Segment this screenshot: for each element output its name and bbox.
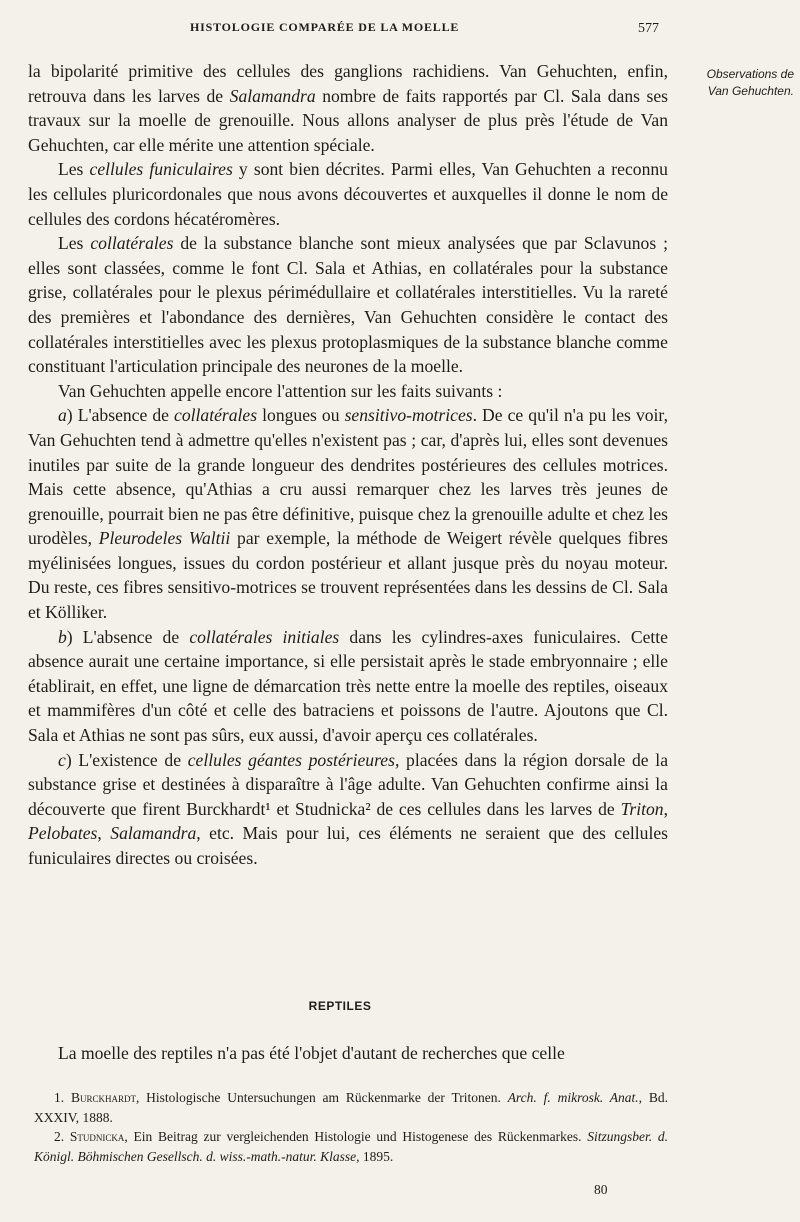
italic-text: collatérales (90, 233, 174, 254)
italic-text: b (58, 626, 67, 647)
italic-text: Triton (620, 798, 664, 819)
text-run: nombre de faits rapportés par Cl. Sala dans ses travaux sur la moelle de grenouille. Nous allons analyser de plus près l'étude de Van Gehuchten, car elle mérite une attention spéciale. (28, 85, 669, 155)
text-run: de la substance blanche sont mieux analysées que par Sclavunos ; elles sont classées, comme le font Cl. Sala et Athias, en collatérales pour la substance grise, collatérales pour le plexus périmédullaire et collatérales interstitielles. Vu la rareté des premières et l'abondance des dernières, Van Gehuchten considère le contact des collatérales interstitielles avec les plexus protoplasmiques de la substance blanche comme constituant l'articulation principale des neurones de la moelle. (28, 233, 668, 377)
text-run: , placées dans la région dorsale de la substance grise et destinées à disparaître à l'âge adulte. Van Gehuchten confirme ainsi la découverte que firent Burckhardt¹ et Studnicka² de ces cellules dans les larves de (28, 749, 668, 819)
footnote (34, 1127, 668, 1166)
text-run: , (663, 798, 668, 819)
italic-text: Sitzungsber. d. Königl. Böhmischen Gesellsch. d. wiss.-math.-natur. Klasse (34, 1129, 668, 1164)
paragraph (28, 748, 668, 871)
text-run: , Bd. XXXIV, 1888. (34, 1090, 668, 1125)
italic-text: cellules funiculaires (89, 159, 233, 180)
paragraph (28, 379, 668, 404)
paragraph-after-heading: La moelle des reptiles n'a pas été l'objet d'autant de recherches que celle (58, 1043, 565, 1063)
footnotes (34, 1088, 668, 1166)
margin-note: Observations de Van Gehuchten. (706, 67, 794, 98)
text-run: . De ce qu'il n'a pu les voir, Van Gehuchten tend à admettre qu'elles n'existent pas ; car, d'après lui, elles sont devenues inutiles par suite de la grande longueur des dendrites postérieures des cellules motrices. Mais cette absence, qu'Athias a cru aussi remarquer chez les larves très jeunes de grenouille, pourrait bien ne pas être définitive, puisque chez la grenouille adulte et chez les urodèles, (28, 405, 668, 549)
italic-text: Arch. f. mikrosk. Anat. (507, 1090, 639, 1105)
text-run: Les (58, 159, 90, 180)
paragraph (28, 157, 668, 231)
text-run: dans les cylindres-axes funiculaires. Cette absence aurait une certaine importance, si elle persistait après le stade embryonnaire ; elle établirait, en effet, une ligne de démarcation très nette entre la moelle des reptiles, oiseaux et mammifères d'un côté et celle des batraciens et poissons de l'autre. Ajoutons que Cl. Sala et Athias ne sont pas sûrs, eux aussi, d'avoir aperçu ces collatérales. (28, 626, 668, 746)
author-name: Burckhardt (70, 1090, 136, 1105)
italic-text: Pleurodeles Waltii (98, 528, 231, 549)
text-run: ) L'existence de (65, 749, 188, 770)
text-run: , etc. Mais pour lui, ces éléments ne seraient que des cellules funiculaires directes ou croisées. (28, 823, 669, 868)
italic-text: c (58, 749, 66, 770)
text-run: , (97, 823, 111, 844)
paragraph (28, 403, 668, 624)
text-run: , 1895. (356, 1148, 394, 1164)
text-run: ) L'absence de (66, 626, 190, 647)
folio: 80 (594, 1182, 608, 1197)
text-run: Les (58, 233, 91, 254)
italic-text: collatérales (174, 405, 258, 426)
paragraph (28, 625, 668, 748)
text-run: Van Gehuchten appelle encore l'attention sur les faits suivants : (58, 380, 503, 401)
text-run: , Histologische Untersuchungen am Rückenmarke der Tritonen. (135, 1090, 508, 1105)
body-text (28, 59, 668, 871)
running-head (0, 18, 800, 38)
italic-text: Salamandra (229, 85, 316, 106)
running-title: HISTOLOGIE COMPARÉE DE LA MOELLE (190, 20, 460, 34)
text-run: par exemple, la méthode de Weigert révèle quelques fibres myélinisées longues, issues du cordon postérieur et allant jusque près du noyau moteur. Du reste, ces fibres sensitivo-motrices se trouvent représentées dans les dessins de Cl. Sala et Kölliker. (28, 528, 668, 623)
author-name: Studnicka (69, 1129, 125, 1144)
text-run: ) L'absence de (66, 405, 175, 426)
text-run: la bipolarité primitive des cellules des ganglions rachidiens. Van Gehuchten, enfin, retrouva dans les larves de (28, 61, 668, 106)
footnote (34, 1088, 668, 1127)
italic-text: Salamandra (110, 823, 197, 844)
text-run: 1. (54, 1090, 71, 1105)
italic-text: a (58, 405, 67, 426)
paragraph (28, 231, 668, 379)
paragraph (28, 59, 668, 157)
text-run: y sont bien décrites. Parmi elles, Van Gehuchten a reconnu les cellules pluricordonales que nous avons découvertes et auxquelles il donne le nom de cellules des cordons hécatéromères. (28, 159, 668, 229)
italic-text: cellules géantes postérieures (187, 749, 395, 770)
text-run: 2. (54, 1129, 70, 1144)
text-run: longues ou (257, 405, 345, 426)
italic-text: collatérales initiales (189, 626, 340, 647)
text-run: , Ein Beitrag zur vergleichenden Histologie und Histogenese des Rückenmarkes. (124, 1129, 588, 1144)
page-number: 577 (638, 21, 659, 36)
italic-text: Pelobates (28, 823, 98, 844)
section-heading: REPTILES (308, 999, 372, 1013)
italic-text: sensitivo-motrices (344, 405, 473, 426)
